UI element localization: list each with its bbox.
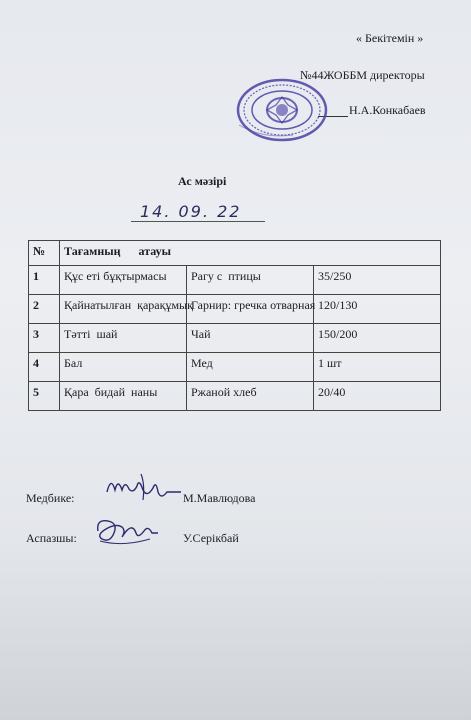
cook-name: У.Серікбай (183, 531, 239, 545)
nurse-name: М.Мавлюдова (183, 491, 256, 505)
director-title: №44ЖОББМ директоры (300, 68, 425, 82)
nurse-signature (103, 470, 183, 504)
portion-size: 35/250 (314, 266, 441, 295)
dish-name-kazakh: Тәтті шай (60, 324, 187, 353)
official-seal-stamp (233, 77, 331, 143)
dish-name-russian: Чай (187, 324, 314, 353)
row-number: 2 (29, 295, 60, 324)
row-number: 4 (29, 353, 60, 382)
portion-size: 20/40 (314, 382, 441, 411)
portion-size: 1 шт (314, 353, 441, 382)
dish-name-russian: Мед (187, 353, 314, 382)
approval-heading: « Бекітемін » (356, 31, 424, 45)
column-header-dish-name: Тағамның атауы (60, 241, 441, 266)
row-number: 5 (29, 382, 60, 411)
portion-size: 150/200 (314, 324, 441, 353)
table-row (29, 266, 441, 295)
dish-name-kazakh: Бал (60, 353, 187, 382)
portion-size: 120/130 (314, 295, 441, 324)
cook-signature (92, 513, 162, 549)
dish-name-kazakh: Қайнатылған қарақұмық (60, 295, 187, 324)
document-title: Ас мәзірі (178, 174, 227, 188)
column-header-number: № (29, 241, 60, 266)
dish-name-russian: Рагу с птицы (187, 266, 314, 295)
table-header-row (29, 241, 441, 266)
date-underline (131, 221, 265, 222)
dish-name-russian: Гарнир: гречка отварная (187, 295, 314, 324)
row-number: 1 (29, 266, 60, 295)
dish-name-kazakh: Қара бидай наны (60, 382, 187, 411)
row-number: 3 (29, 324, 60, 353)
dish-name-kazakh: Құс еті бұқтырмасы (60, 266, 187, 295)
director-name: Н.А.Конкабаев (349, 103, 426, 117)
table-row (29, 324, 441, 353)
nurse-label: Медбике: (26, 491, 75, 505)
table-row (29, 353, 441, 382)
cook-label: Аспазшы: (26, 531, 77, 545)
table-row (29, 382, 441, 411)
handwritten-date: 14. 09. 22 (140, 202, 242, 221)
menu-table (28, 240, 441, 411)
table-row (29, 295, 441, 324)
dish-name-russian: Ржаной хлеб (187, 382, 314, 411)
